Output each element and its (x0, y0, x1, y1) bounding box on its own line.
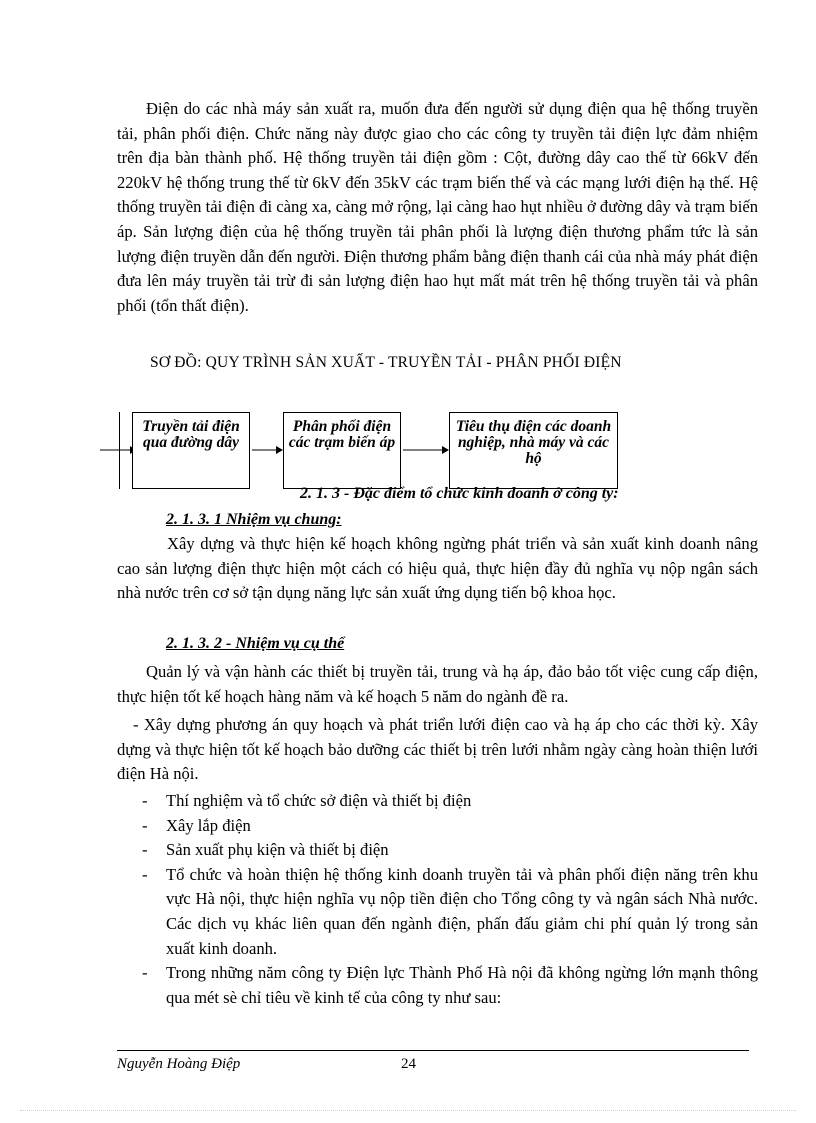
footer-author: Nguyễn Hoàng Điệp (117, 1056, 241, 1072)
arrow-1-head (276, 446, 283, 454)
list-item: - Thí nghiệm và tổ chức sở điện và thiết bị điện (142, 789, 758, 814)
arrow-2-head (442, 446, 449, 454)
task-list (142, 789, 758, 1010)
general-mission-paragraph: Xây dựng và thực hiện kế hoạch không ngừng phát triển và sản xuất kinh doanh nâng cao sản lượng điện thực hiện một cách có hiệu quả, thực hiện đầy đủ nghĩa vụ nộp ngân sách nhà nước trên cơ sở tận dụng năng lực sản xuất ứng dụng tiến bộ khoa học. (117, 534, 758, 603)
page-number: 24 (401, 1056, 416, 1072)
subsection-general-heading: 2. 1. 3. 1 Nhiệm vụ chung: (166, 511, 342, 528)
page-bottom-border (20, 1110, 796, 1111)
diagram-box-distribution: Phân phối điện các trạm biến áp (283, 412, 401, 489)
specific-mission-paragraph-1: Quản lý và vận hành các thiết bị truyền tải, trung và hạ áp, đảo bảo tốt việc cung cấp điện, thực hiện tốt kế hoạch hàng năm và kế hoạch 5 năm do ngành đề ra. (117, 662, 758, 706)
list-item: - Xây lắp điện (142, 814, 758, 839)
list-item: - Trong những năm công ty Điện lực Thành Phố Hà nội đã không ngừng lớn mạnh thông qua mét sè chỉ tiêu về kinh tế của công ty như sau: (142, 961, 758, 1010)
specific-mission-paragraph-2: - Xây dựng phương án quy hoạch và phát triển lưới điện cao và hạ áp cho các thời kỳ. Xây dựng và thực hiện tốt kế hoạch bảo dưỡng các thiết bị trên lưới nhằm ngày càng hoàn thiện lưới điện Hà nội. (117, 715, 758, 784)
list-item: - Tổ chức và hoàn thiện hệ thống kinh doanh truyền tải và phân phối điện năng trên khu vực Hà nội, thực hiện nghĩa vụ nộp tiền điện cho Tổng công ty và ngân sách Nhà nước. Các dịch vụ khác liên quan đến ngành điện, phấn đấu giảm chi phí quản lý trong sản xuất kinh doanh. (142, 863, 758, 961)
diagram-box-consumption: Tiêu thụ điện các doanh nghiệp, nhà máy và các hộ (449, 412, 618, 489)
footer-divider (117, 1050, 749, 1051)
subsection-specific-heading: 2. 1. 3. 2 - Nhiệm vụ cụ thể (166, 635, 345, 652)
list-item: - Sản xuất phụ kiện và thiết bị điện (142, 838, 758, 863)
diagram-box-transmission: Truyền tải điện qua đường dây (132, 412, 250, 489)
section-heading: 2. 1. 3 - Đặc điểm tổ chức kinh doanh ở công ty: (300, 485, 619, 502)
intro-paragraph: Điện do các nhà máy sản xuất ra, muốn đưa đến người sử dụng điện qua hệ thống truyền tải, phân phối điện. Chức năng này được giao cho các công ty truyền tải điện lực đảm nhiệm trên địa bàn thành phố. Hệ thống truyền tải điện gồm : Cột, đường dây cao thế từ 66kV đến 220kV hệ thống trung thế từ 6kV đến 35kV các trạm biến thế và các mạng lưới điện hạ thế. Hệ thống truyền tải điện đi càng xa, càng mở rộng, lại càng hao hụt nhiều ở đường dây và trạm biến áp. Sản lượng điện của hệ thống truyền tải phân phối là lượng điện thương phẩm tức là sản lượng điện truyền dẫn đến người. Điện thương phẩm bằng điện thanh cái của nhà máy phát điện đưa lên máy truyền tải trừ đi sản lượng điện hao hụt mất mát trên hệ thống truyền tải và phân phối (tổn thất điện). (117, 99, 758, 315)
diagram-title: SƠ ĐỒ: QUY TRÌNH SẢN XUẤT - TRUYỀN TẢI - PHÂN PHỐI ĐIỆN (150, 354, 622, 371)
